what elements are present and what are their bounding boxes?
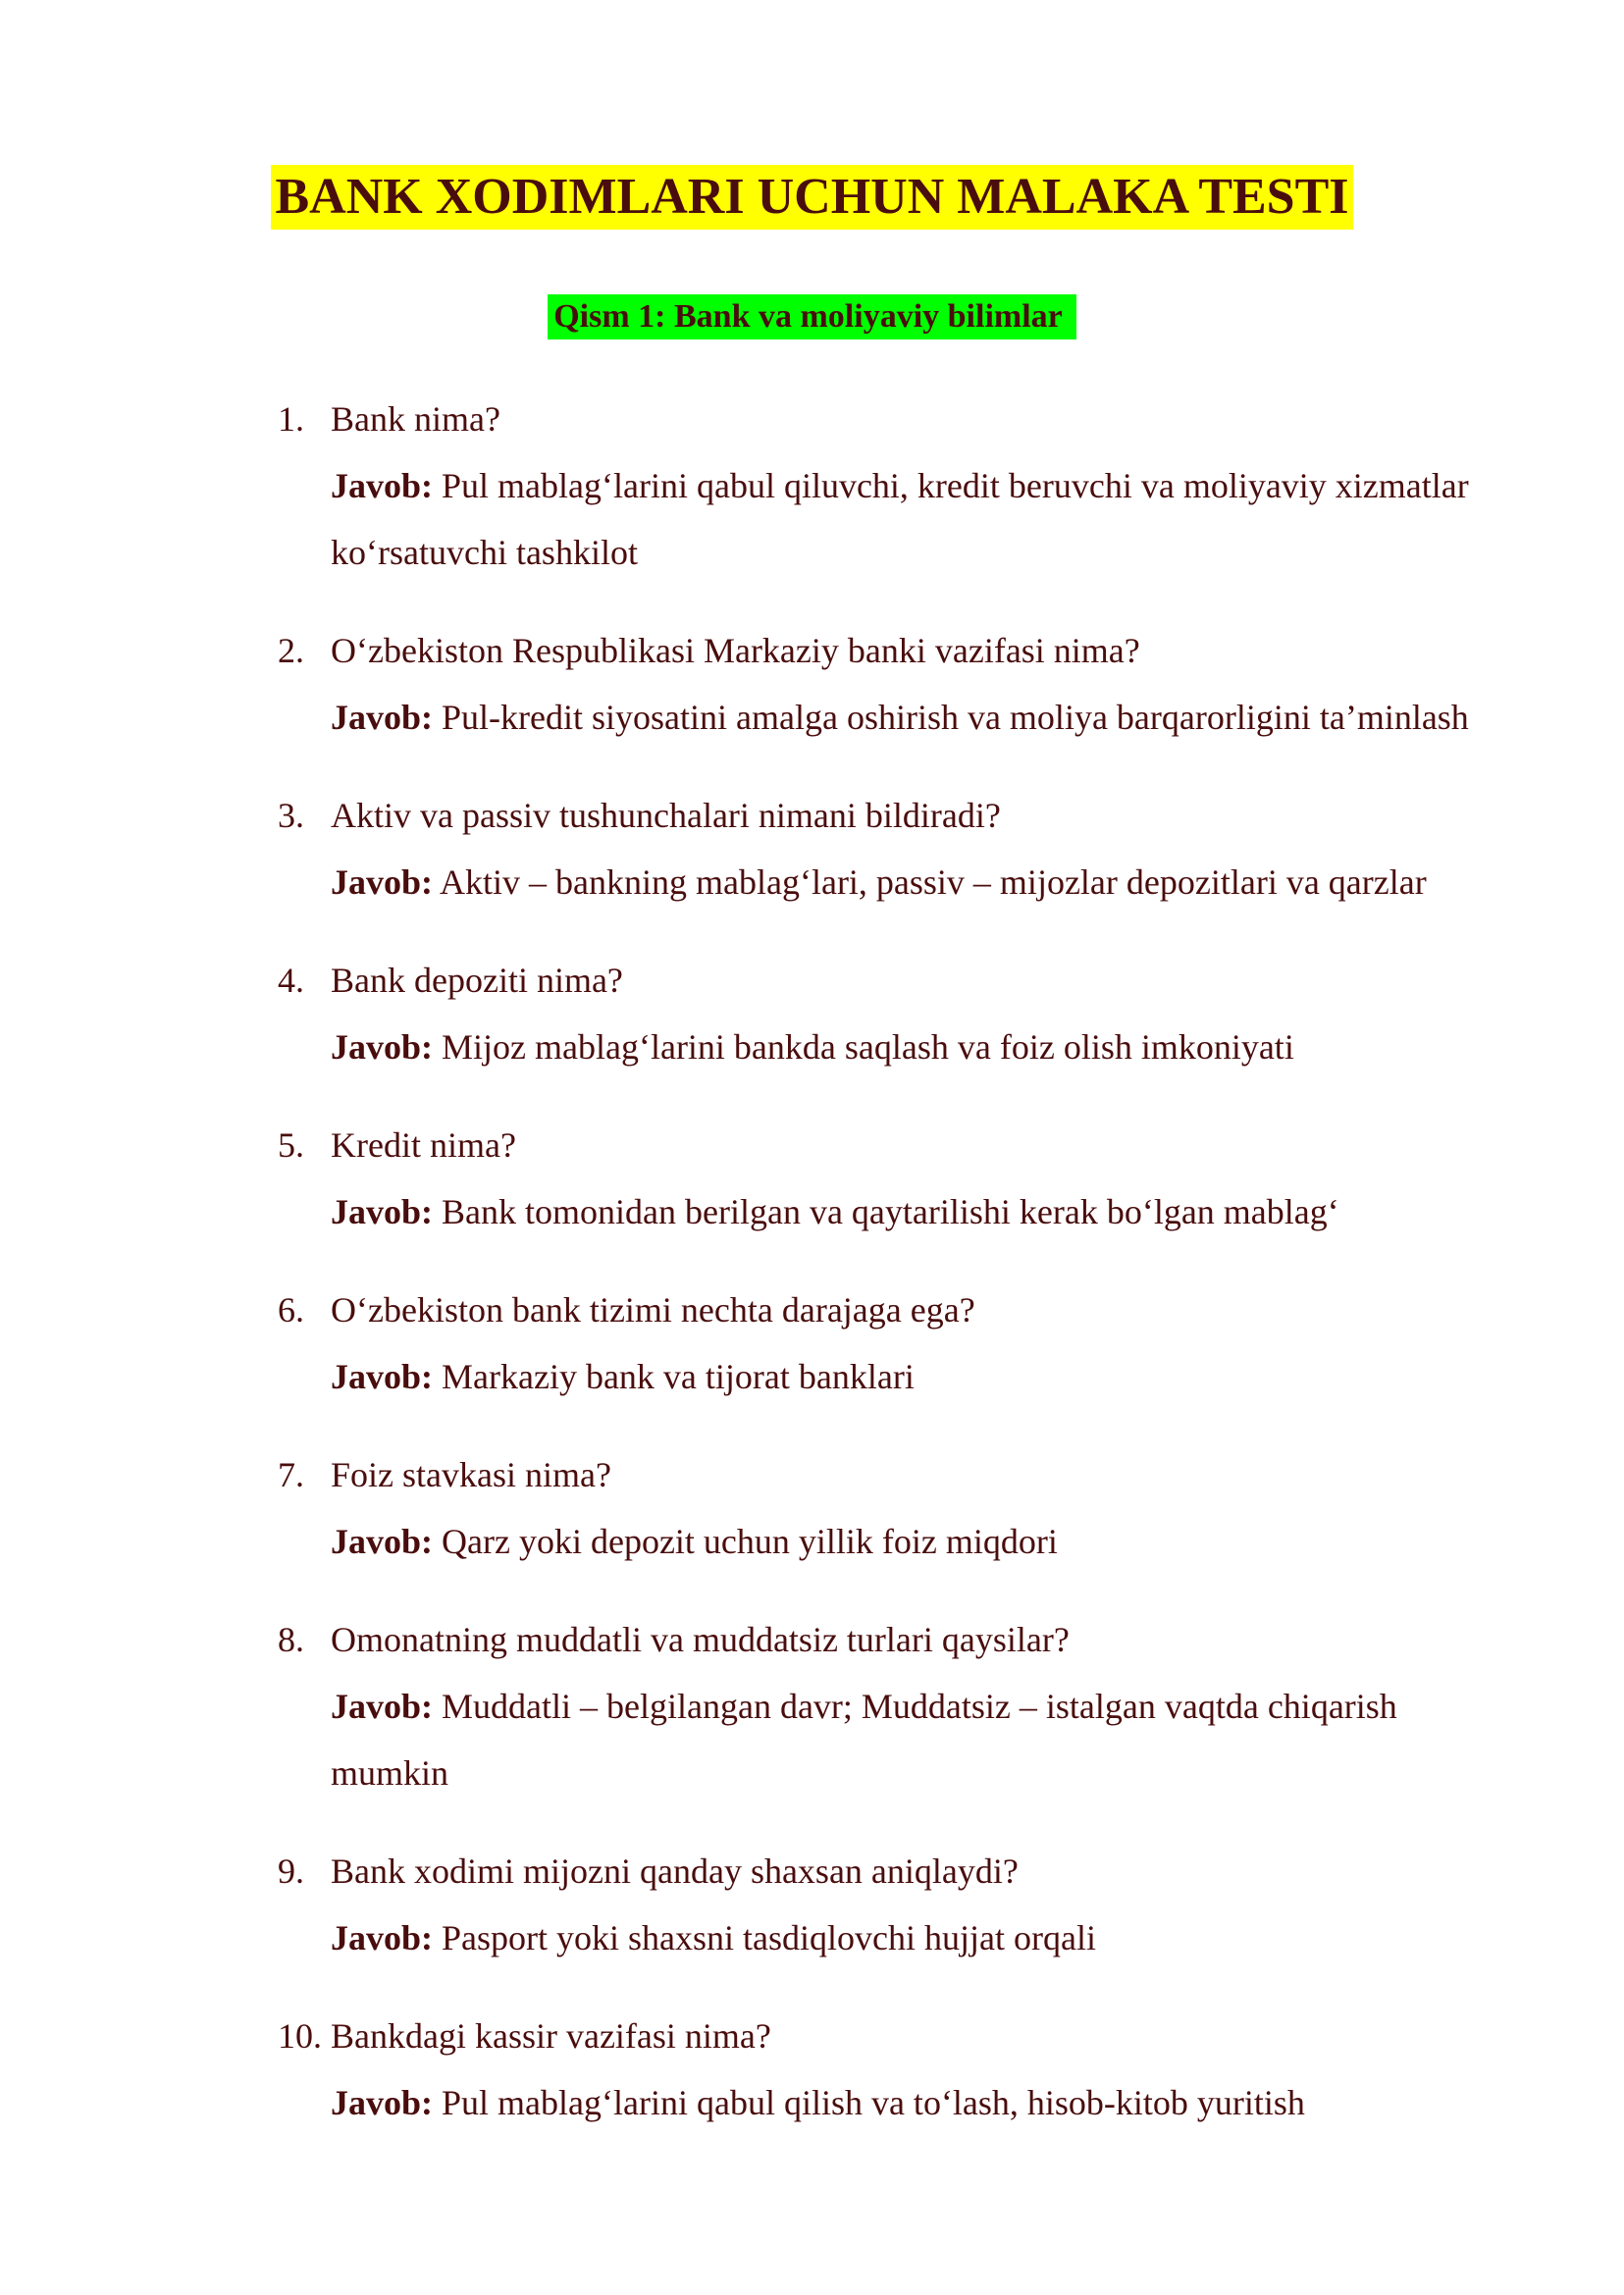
question-number: 10. bbox=[278, 2016, 322, 2056]
question-item bbox=[275, 1277, 1511, 1410]
answer bbox=[331, 1904, 1511, 1971]
question-number: 2. bbox=[278, 631, 304, 670]
question-text: Kredit nima? bbox=[331, 1125, 516, 1165]
question-item bbox=[275, 1441, 1511, 1575]
answer-label: Javob: bbox=[331, 862, 434, 902]
answer-label: Javob: bbox=[331, 1027, 434, 1067]
answer-text: Pul mablag‘larini qabul qilish va to‘lash, hisob-kitob yuritish bbox=[442, 2083, 1305, 2122]
answer bbox=[331, 2069, 1511, 2136]
answer bbox=[331, 452, 1511, 586]
question-number: 8. bbox=[278, 1620, 304, 1659]
question-item bbox=[275, 1606, 1511, 1806]
answer-text: Pul-kredit siyosatini amalga oshirish va moliya barqarorligini ta’minlash bbox=[442, 698, 1469, 737]
answer bbox=[331, 1673, 1511, 1806]
question-number: 7. bbox=[278, 1455, 304, 1494]
answer-label: Javob: bbox=[331, 1687, 434, 1726]
answer-text: Pasport yoki shaxsni tasdiqlovchi hujjat orqali bbox=[442, 1918, 1096, 1957]
question-text: O‘zbekiston Respublikasi Markaziy banki vazifasi nima? bbox=[331, 631, 1140, 670]
answer-label: Javob: bbox=[331, 1357, 434, 1396]
question-text: Bank nima? bbox=[331, 399, 500, 439]
question-number: 6. bbox=[278, 1290, 304, 1330]
question-list bbox=[275, 386, 1511, 2167]
answer-label: Javob: bbox=[331, 1918, 434, 1957]
answer-label: Javob: bbox=[331, 698, 434, 737]
answer bbox=[331, 1178, 1511, 1245]
answer-text: Qarz yoki depozit uchun yillik foiz miqdori bbox=[442, 1522, 1058, 1561]
question-item bbox=[275, 386, 1511, 586]
question-number: 5. bbox=[278, 1125, 304, 1165]
question-item bbox=[275, 1838, 1511, 1971]
question-item bbox=[275, 617, 1511, 751]
document-title: BANK XODIMLARI UCHUN MALAKA TESTI bbox=[271, 165, 1352, 230]
question-item bbox=[275, 2003, 1511, 2136]
question-number: 1. bbox=[278, 399, 304, 439]
answer-text: Muddatli – belgilangan davr; Muddatsiz – istalgan vaqtda chiqarish mumkin bbox=[331, 1687, 1397, 1793]
answer bbox=[331, 684, 1511, 751]
question-number: 3. bbox=[278, 796, 304, 835]
answer-text: Bank tomonidan berilgan va qaytarilishi kerak bo‘lgan mablag‘ bbox=[442, 1192, 1339, 1231]
question-text: Bank xodimi mijozni qanday shaxsan aniqlaydi? bbox=[331, 1852, 1019, 1891]
answer-text: Markaziy bank va tijorat banklari bbox=[442, 1357, 915, 1396]
section-heading: Qism 1: Bank va moliyaviy bilimlar bbox=[548, 294, 1076, 339]
answer-label: Javob: bbox=[331, 1522, 434, 1561]
answer bbox=[331, 849, 1511, 915]
answer bbox=[331, 1014, 1511, 1080]
answer bbox=[331, 1343, 1511, 1410]
question-text: Omonatning muddatli va muddatsiz turlari qaysilar? bbox=[331, 1620, 1070, 1659]
question-text: Foiz stavkasi nima? bbox=[331, 1455, 611, 1494]
answer-text: Pul mablag‘larini qabul qiluvchi, kredit beruvchi va moliyaviy xizmatlar ko‘rsatuvchi tashkilot bbox=[331, 466, 1469, 572]
question-number: 9. bbox=[278, 1852, 304, 1891]
question-item bbox=[275, 1112, 1511, 1245]
section-container bbox=[0, 294, 1624, 339]
answer-label: Javob: bbox=[331, 1192, 434, 1231]
question-text: Bank depoziti nima? bbox=[331, 961, 623, 1000]
question-item bbox=[275, 782, 1511, 915]
answer bbox=[331, 1508, 1511, 1575]
question-number: 4. bbox=[278, 961, 304, 1000]
question-text: Bankdagi kassir vazifasi nima? bbox=[331, 2016, 771, 2056]
question-text: Aktiv va passiv tushunchalari nimani bildiradi? bbox=[331, 796, 1001, 835]
answer-text: Aktiv – bankning mablag‘lari, passiv – mijozlar depozitlari va qarzlar bbox=[440, 862, 1427, 902]
question-item bbox=[275, 947, 1511, 1080]
answer-text: Mijoz mablag‘larini bankda saqlash va foiz olish imkoniyati bbox=[442, 1027, 1294, 1067]
title-container bbox=[0, 165, 1624, 230]
answer-label: Javob: bbox=[331, 466, 434, 505]
question-text: O‘zbekiston bank tizimi nechta darajaga ega? bbox=[331, 1290, 975, 1330]
answer-label: Javob: bbox=[331, 2083, 434, 2122]
